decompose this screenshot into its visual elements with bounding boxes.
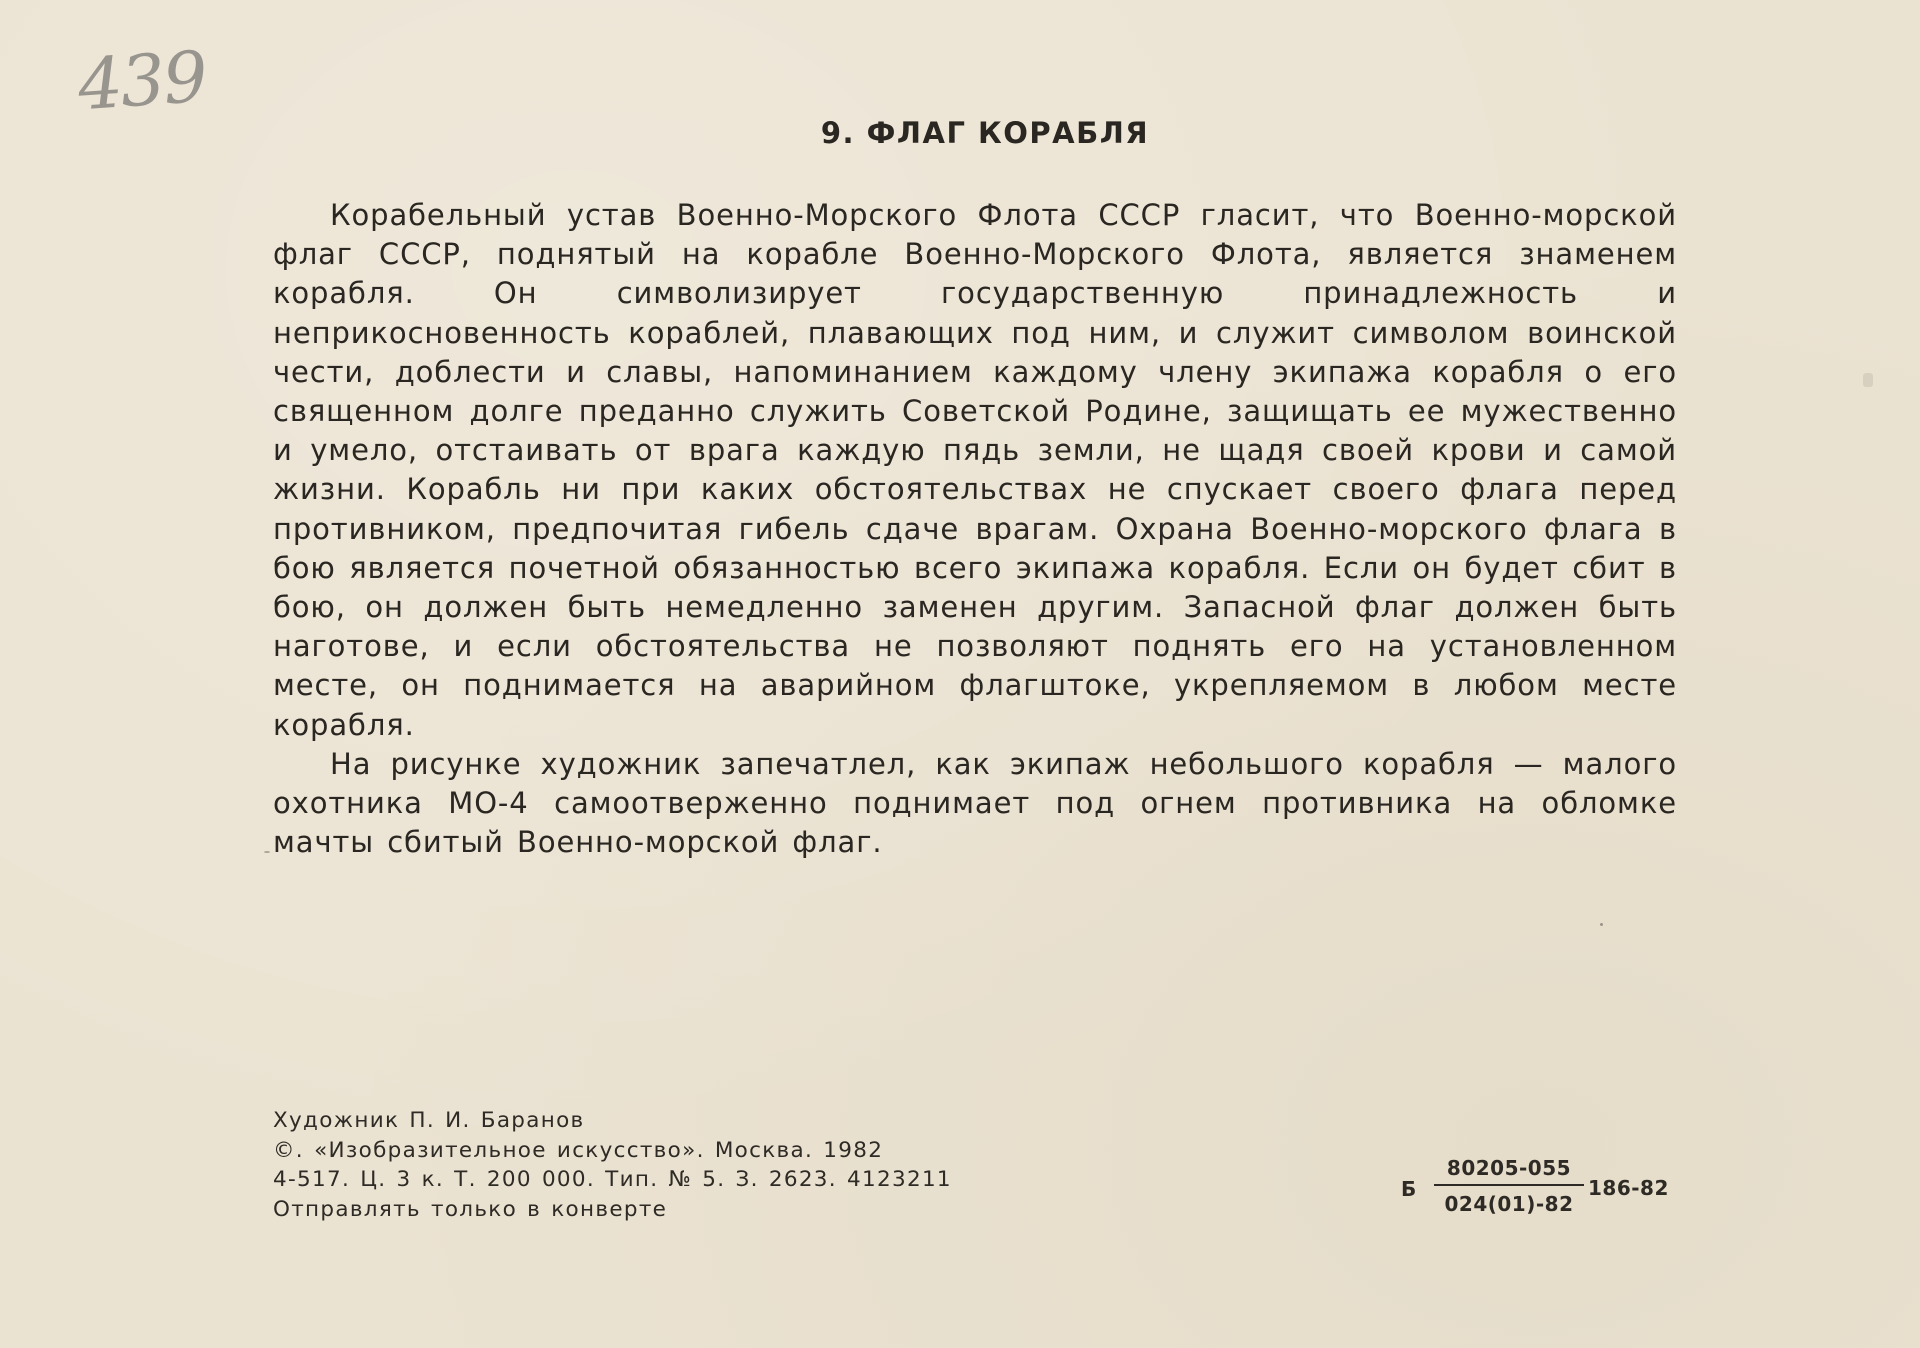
paper-speck (1863, 373, 1873, 387)
catalog-numerator: 80205-055 (1434, 1156, 1584, 1186)
paragraph: Корабельный устав Военно-Морского Флота СССР гласит, что Военно-морской флаг СССР, поднятый на корабле Военно-Морского Флота, является знаменем корабля. Он символизирует государственную принадлежность и неприкосновенность кораблей, плавающих под ним, и служит символом воинской чести, доблести и славы, напоминанием каждому члену экипажа корабля о его священном долге преданно служить Советской Родине, защищать ее мужественно и умело, отстаивать от врага каждую пядь земли, не щадя своей крови и самой жизни. Корабль ни при каких обстоятельствах не спускает своего флага перед противником, предпочитая гибель сдаче врагам. Охрана Военно-морского флага в бою является почетной обязанностью всего экипажа корабля. Если он будет сбит в бою, он должен быть немедленно заменен другим. Запасной флаг должен быть наготове, и если обстоятельства не позволяют поднять его на установленном месте, он поднимается на аварийном флагштоке, укрепляемом в любом месте корабля. (273, 198, 1677, 742)
print-details: 4-517. Ц. 3 к. Т. 200 000. Тип. № 5. З. 2623. 4123211 (273, 1167, 952, 1192)
page-title: 9. ФЛАГ КОРАБЛЯ (820, 116, 1150, 150)
catalog-suffix: 186-82 (1588, 1176, 1669, 1200)
imprint-block (273, 1106, 952, 1224)
paper-speck (264, 851, 270, 853)
paragraph: На рисунке художник запечатлел, как экипаж небольшого корабля — малого охотника МО-4 самоотверженно поднимает под огнем противника на обломке мачты сбитый Военно-морской флаг. (273, 746, 1677, 860)
publisher-credit: ©. «Изобразительное искусство». Москва. 1982 (273, 1137, 884, 1163)
catalog-denominator: 024(01)-82 (1444, 1192, 1574, 1216)
handwritten-number: 439 (75, 35, 209, 127)
artist-credit: Художник П. И. Баранов (273, 1108, 585, 1133)
paper-speck (1600, 923, 1603, 926)
description-text (273, 196, 1677, 862)
mailing-note: Отправлять только в конверте (273, 1196, 668, 1222)
catalog-letter: Б (1401, 1177, 1417, 1201)
catalog-fraction (1434, 1156, 1584, 1216)
